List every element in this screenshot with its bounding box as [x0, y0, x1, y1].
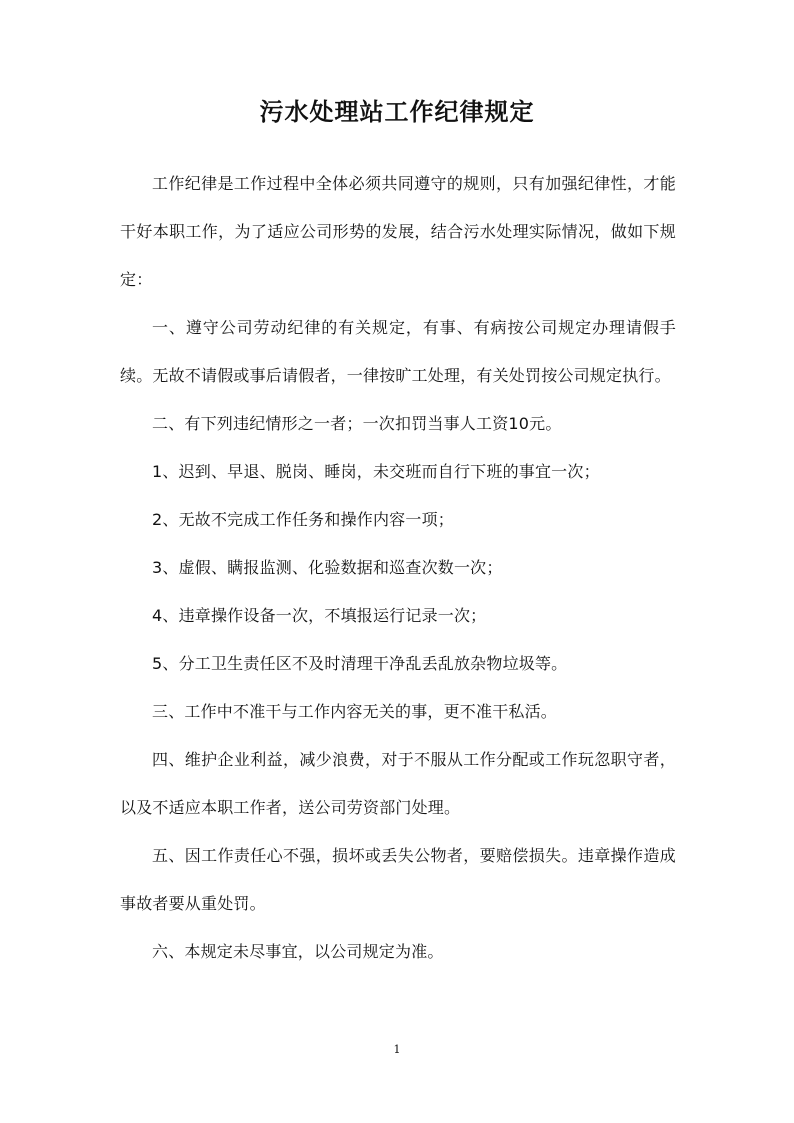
violation-item-3: 3、虚假、瞒报监测、化验数据和巡查次数一次； [152, 558, 503, 577]
rule-paragraph-2: 二、有下列违纪情形之一者；一次扣罚当事人工资10元。 [152, 414, 562, 433]
intro-paragraph: 工作纪律是工作过程中全体必须共同遵守的规则，只有加强纪律性，才能干好本职工作，为了适应公司形势的发展，结合污水处理实际情况，做如下规定： [120, 174, 676, 289]
page-number: 1 [393, 1043, 401, 1056]
violation-item-2: 2、无故不完成工作任务和操作内容一项； [152, 510, 454, 529]
violation-item-4: 4、违章操作设备一次，不填报运行记录一次； [152, 606, 487, 625]
rule-paragraph-5: 五、因工作责任心不强，损坏或丢失公物者，要赔偿损失。违章操作造成事故者要从重处罚。 [120, 846, 676, 913]
document-body [120, 160, 676, 976]
violation-item-5: 5、分工卫生责任区不及时清理干净乱丢乱放杂物垃圾等。 [152, 654, 568, 673]
rule-paragraph-3: 三、工作中不准干与工作内容无关的事，更不准干私活。 [152, 702, 558, 721]
rule-paragraph-6: 六、本规定未尽事宜，以公司规定为准。 [152, 942, 444, 961]
rule-paragraph-4: 四、维护企业利益，减少浪费，对于不服从工作分配或工作玩忽职守者，以及不适应本职工作者，送公司劳资部门处理。 [120, 750, 676, 817]
violation-item-1: 1、迟到、早退、脱岗、睡岗，未交班而自行下班的事宜一次； [152, 462, 600, 481]
rule-paragraph-1: 一、遵守公司劳动纪律的有关规定，有事、有病按公司规定办理请假手续。无故不请假或事后请假者，一律按旷工处理，有关处罚按公司规定执行。 [120, 318, 676, 385]
document-title: 污水处理站工作纪律规定 [259, 97, 535, 126]
